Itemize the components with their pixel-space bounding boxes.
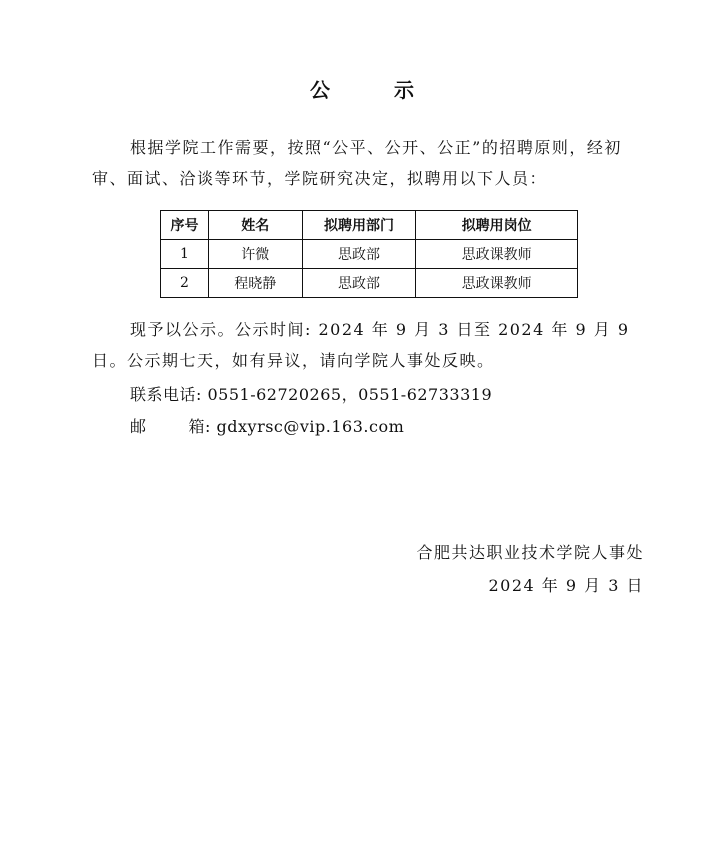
notice-paragraph: 现予以公示。公示时间: 2024 年 9 月 3 日至 2024 年 9 月 9 日。公示期七天，如有异议，请向学院人事处反映。 [92,320,630,370]
page-title: 公 示 [310,78,436,102]
header-department: 拟聘用部门 [302,211,416,240]
signature-date: 2024 年 9 月 3 日 [488,576,644,595]
cell-position: 思政课教师 [416,240,578,269]
signature-org: 合肥共达职业技术学院人事处 [416,543,644,562]
header-name: 姓名 [208,211,302,240]
header-index: 序号 [161,211,209,240]
header-position: 拟聘用岗位 [416,211,578,240]
phone-value: 0551-62720265，0551-62733319 [207,385,493,404]
email-value[interactable]: gdxyrsc@vip.163.com [216,417,405,436]
table-row [161,269,578,298]
cell-department: 思政部 [302,240,416,269]
email-label-first: 邮 [130,417,147,436]
phone-label: 联系电话: [130,385,202,404]
hiring-table [160,210,578,298]
contact-phone [130,382,492,405]
table-row [161,240,578,269]
table-header-row [161,211,578,240]
cell-name: 许微 [208,240,302,269]
cell-index: 2 [161,269,209,298]
cell-name: 程晓静 [208,269,302,298]
email-label-second: 箱: [188,417,211,436]
intro-paragraph: 根据学院工作需要，按照“公平、公开、公正”的招聘原则，经初审、面试、洽谈等环节，学院研究决定，拟聘用以下人员： [92,138,622,188]
cell-index: 1 [161,240,209,269]
cell-department: 思政部 [302,269,416,298]
cell-position: 思政课教师 [416,269,578,298]
contact-email [130,414,404,437]
